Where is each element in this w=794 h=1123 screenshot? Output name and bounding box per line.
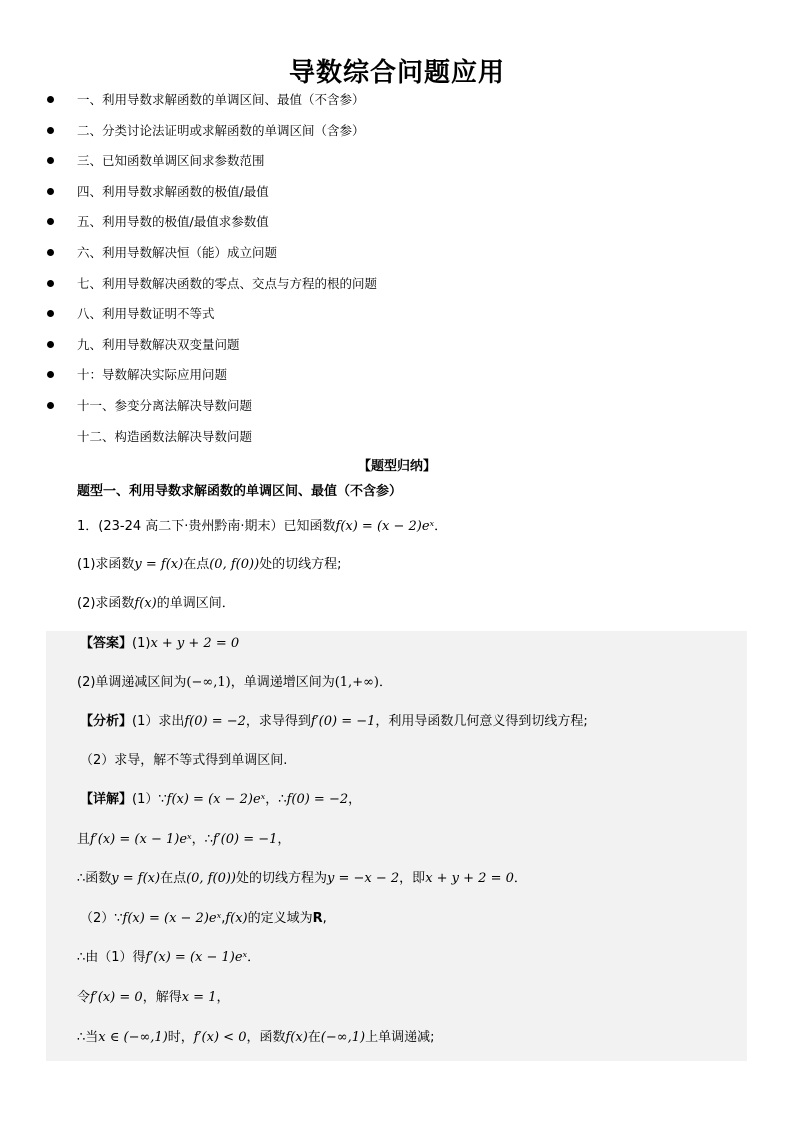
analysis-formula-1: f(0) = −2 [184, 714, 246, 729]
detail-2-formula: f′(x) = (x − 1)eˣ [90, 832, 192, 847]
detail-6-text-2: ，解得 [142, 990, 182, 1005]
toc-item-label: 六、利用导数解决恒（能）成立问题 [77, 245, 278, 260]
q1-formula: y = f(x) [134, 557, 184, 572]
detail-2-formula-2: f′(0) = −1 [212, 832, 278, 847]
analysis-text: (1）求出 [132, 714, 185, 729]
detail-7-interval: x ∈ (−∞,1) [98, 1030, 168, 1045]
answer-2-text-2: ，单调递增区间为 [230, 675, 335, 690]
toc-item-label: 三、已知函数单调区间求参数范围 [77, 153, 265, 169]
section-heading: 【题型归纳】 [357, 459, 436, 474]
problem-statement [77, 517, 447, 537]
detail-7-end: 上单调递减; [365, 1030, 435, 1045]
analysis-text-2: ，求导得到 [245, 714, 311, 729]
analysis-label: 【分析】 [80, 714, 133, 729]
toc-item-label: 七、利用导数解决函数的零点、交点与方程的根的问题 [77, 275, 378, 291]
detail-3-point: (0, f(0)) [186, 871, 236, 886]
detail-5-text: ∴由（1）得 [77, 950, 146, 965]
toc-item-label: 五、利用导数的极值/最值求参数值 [77, 214, 269, 230]
detail-1-text-2: ，∴ [265, 792, 287, 807]
detail-7-formula: f′(x) < 0 [193, 1030, 247, 1045]
detail-3-text-2: 在点 [160, 871, 187, 886]
answer-line [80, 634, 239, 654]
problem-end: ． [434, 519, 448, 534]
bullet-icon [47, 402, 54, 409]
bullet-icon [47, 371, 54, 378]
detail-1-end: ， [348, 792, 362, 807]
detail-line-7 [77, 1028, 434, 1048]
detail-2-text: 且 [77, 832, 91, 847]
toc-item-label: 八、利用导数证明不等式 [77, 306, 215, 322]
answer-1-prefix: (1) [132, 636, 151, 651]
detail-label: 【详解】 [80, 792, 133, 807]
detail-3-text-3: 处的切线方程为 [236, 871, 328, 886]
detail-line-2 [77, 830, 290, 850]
answer-1-formula: x + y + 2 = 0 [150, 636, 240, 651]
answer-label: 【答案】 [80, 636, 133, 651]
detail-1-text: (1）∵ [132, 792, 167, 807]
tangent-line-standard: x + y + 2 = 0 [425, 871, 514, 886]
detail-4-formula-2: f(x) [225, 911, 248, 926]
detail-1-formula-2: f(0) = −2 [286, 792, 349, 807]
detail-4-comma: , [221, 911, 226, 926]
bullet-icon [47, 218, 54, 225]
q2-text: (2)求函数 [77, 596, 135, 611]
detail-6-text: 令 [77, 990, 91, 1005]
tangent-line-formula: y = −x − 2 [327, 871, 400, 886]
increasing-interval: (1,+∞) [334, 675, 379, 690]
detail-line-4 [80, 909, 327, 929]
detail-1-formula: f(x) = (x − 2)eˣ [166, 792, 266, 807]
detail-3-formula: y = f(x) [111, 871, 161, 886]
detail-line-1 [80, 790, 361, 810]
analysis-line-1 [80, 712, 588, 732]
toc-item-label: 九、利用导数解决双变量问题 [77, 336, 240, 352]
bullet-icon [47, 249, 54, 256]
decreasing-interval: (−∞,1) [186, 675, 231, 690]
bullet-icon [47, 127, 54, 134]
detail-2-end: ， [277, 832, 291, 847]
detail-3-text-4: ，即 [399, 871, 426, 886]
detail-5-end: ． [247, 950, 261, 965]
bullet-icon [47, 96, 54, 103]
detail-7-text: ∴当 [77, 1030, 99, 1045]
q1-text-2: 在点 [183, 557, 210, 572]
detail-4-text: （2）∵ [80, 911, 123, 926]
toc-item-label: 四、利用导数求解函数的极值/最值 [77, 183, 269, 199]
detail-line-5 [77, 948, 260, 968]
detail-7-formula-2: f(x) [285, 1030, 308, 1045]
analysis-line-2: （2）求导，解不等式得到单调区间. [80, 753, 288, 768]
toc-item-label: 十：导数解决实际应用问题 [77, 367, 228, 383]
detail-line-3 [77, 869, 527, 889]
toc-item-label: 一、利用导数求解函数的单调区间、最值（不含参） [77, 92, 365, 107]
detail-line-6 [77, 988, 229, 1008]
detail-3-text: ∴函数 [77, 871, 112, 886]
analysis-formula-2: f′(0) = −1 [310, 714, 376, 729]
answer-2-line [77, 673, 392, 693]
detail-6-solution: x = 1 [181, 990, 217, 1005]
detail-7-interval-2: (−∞,1) [320, 1030, 366, 1045]
question-1 [77, 555, 342, 575]
toc-item-label: 二、分类讨论法证明或求解函数的单调区间（含参） [77, 122, 365, 138]
real-numbers-symbol: R [312, 911, 323, 926]
detail-7-text-4: 在 [307, 1030, 321, 1045]
detail-3-end: ． [513, 871, 527, 886]
detail-7-text-2: 时， [167, 1030, 194, 1045]
bullet-icon [47, 310, 54, 317]
detail-2-text-2: ，∴ [191, 832, 213, 847]
toc-item-label: 十一、参变分离法解决导数问题 [77, 398, 253, 413]
question-type-heading: 题型一、利用导数求解函数的单调区间、最值（不含参） [77, 484, 403, 499]
detail-7-text-3: ，函数 [246, 1030, 286, 1045]
toc-item-label: 十二、构造函数法解决导数问题 [77, 428, 253, 444]
bullet-icon [47, 280, 54, 287]
bullet-icon [47, 341, 54, 348]
q2-formula: f(x) [134, 596, 157, 611]
q2-text-2: 的单调区间． [156, 596, 235, 611]
detail-4-text-2: 的定义域为 [247, 911, 313, 926]
function-formula: f(x) = (x − 2)eˣ [335, 519, 435, 534]
bullet-icon [47, 157, 54, 164]
problem-intro: 1．(23-24 高二下·贵州黔南·期末）已知函数 [77, 519, 336, 534]
detail-4-formula: f(x) = (x − 2)eˣ [122, 911, 222, 926]
detail-5-formula: f′(x) = (x − 1)eˣ [145, 950, 248, 965]
bullet-icon [47, 188, 54, 195]
q1-text: (1)求函数 [77, 557, 135, 572]
detail-4-end: , [322, 911, 327, 926]
q1-point: (0, f(0)) [209, 557, 260, 572]
question-2 [77, 594, 235, 614]
answer-2-text: (2)单调递减区间为 [77, 675, 187, 690]
answer-2-end: ． [379, 675, 393, 690]
detail-6-end: ， [216, 990, 230, 1005]
detail-6-formula: f′(x) = 0 [90, 990, 143, 1005]
analysis-text-3: ，利用导函数几何意义得到切线方程; [375, 714, 588, 729]
q1-text-3: 处的切线方程; [259, 557, 342, 572]
page-title: 导数综合问题应用 [288, 58, 505, 88]
